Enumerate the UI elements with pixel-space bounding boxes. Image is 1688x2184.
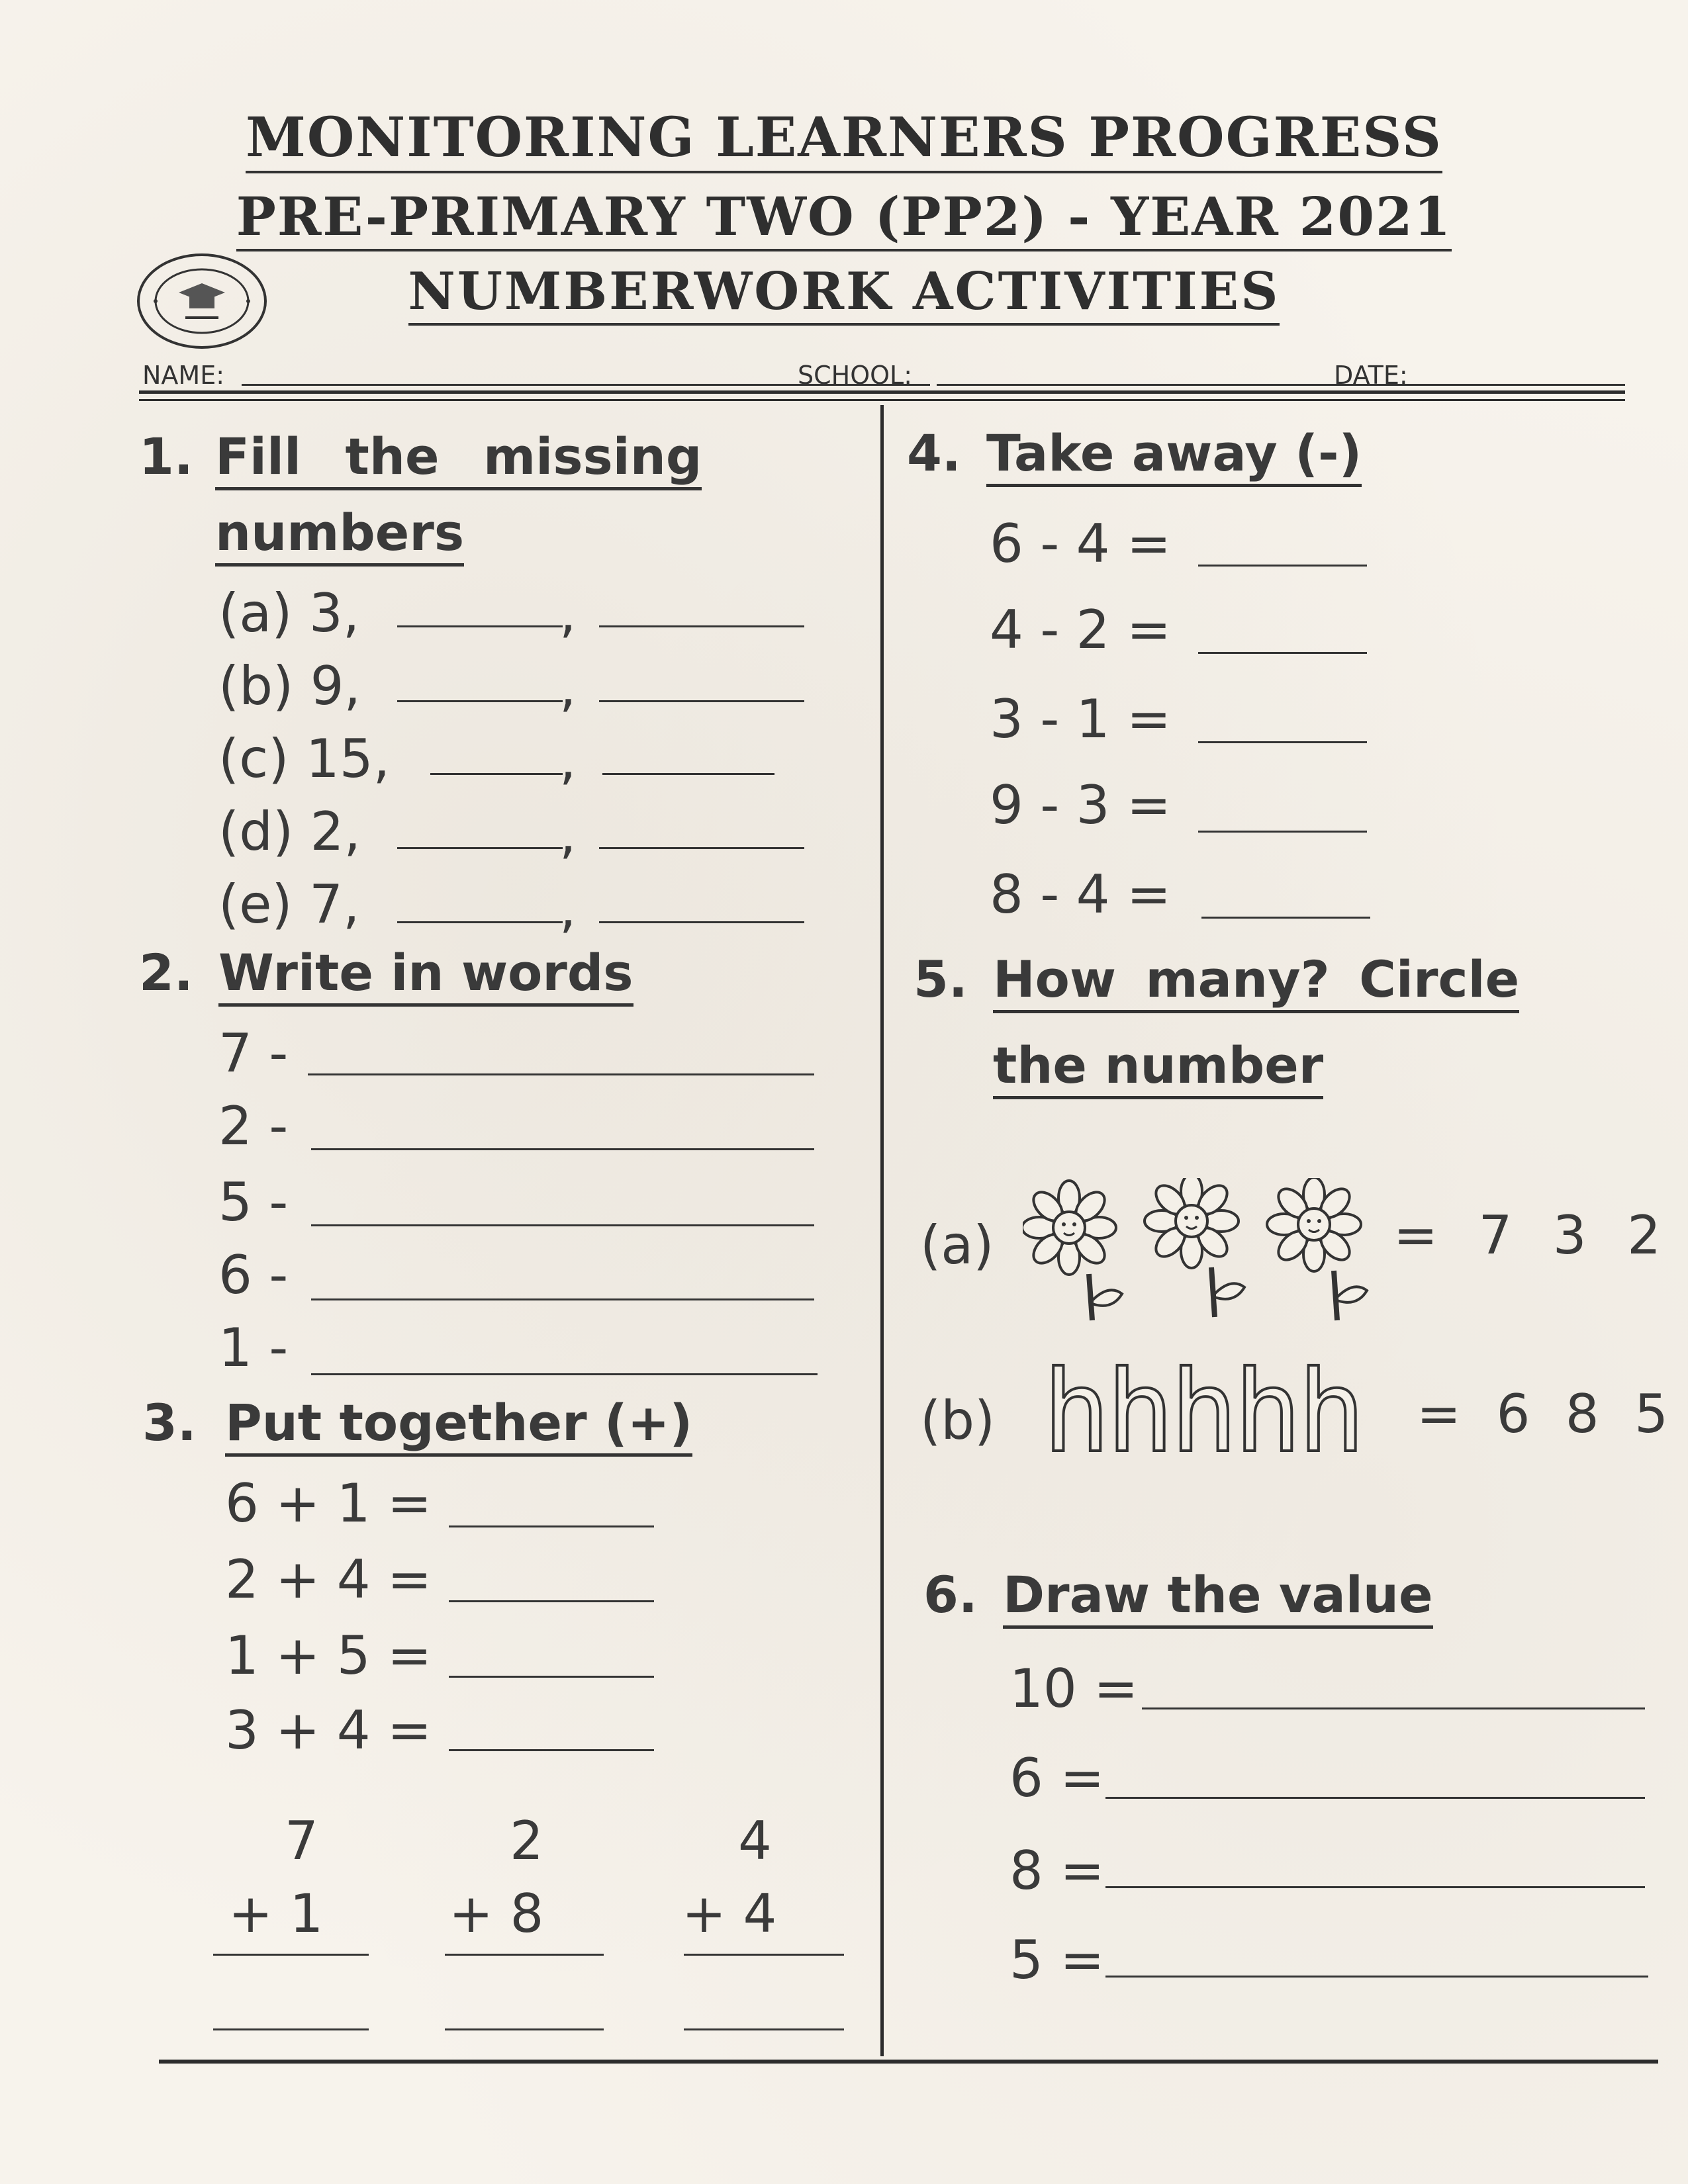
q3-vsum-3-answer[interactable] bbox=[684, 2028, 844, 2030]
q3-vsum-1-rule bbox=[213, 1954, 369, 1956]
q1-c-blank-2[interactable] bbox=[602, 773, 774, 775]
q3-vsum-3-top: 4 bbox=[738, 1810, 772, 1872]
q6-heading: Draw the value bbox=[1003, 1565, 1433, 1624]
q6-item-5: 5 = bbox=[1009, 1929, 1105, 1991]
q3-vsum-2-rule bbox=[445, 1954, 604, 1956]
q5-number: 5. bbox=[914, 950, 968, 1009]
q1-d-blank-1[interactable] bbox=[397, 847, 563, 849]
flower-icon bbox=[1145, 1178, 1244, 1317]
q2-number: 2. bbox=[139, 943, 193, 1002]
q5-heading-line2: the number bbox=[993, 1036, 1323, 1095]
q1-item-d: (d) 2, bbox=[218, 801, 361, 862]
q4-item-4: 9 - 3 = bbox=[990, 774, 1171, 836]
q4-blank-3[interactable] bbox=[1198, 741, 1367, 743]
q3-item-3: 1 + 5 = bbox=[225, 1625, 432, 1686]
q1-heading: Fill the missing bbox=[215, 427, 702, 486]
q2-blank-1[interactable] bbox=[311, 1373, 818, 1375]
q1-c-comma: , bbox=[559, 729, 577, 791]
q1-b-blank-2[interactable] bbox=[599, 700, 804, 702]
q3-vsum-1-answer[interactable] bbox=[213, 2028, 369, 2030]
q1-e-blank-2[interactable] bbox=[599, 921, 804, 923]
q3-number: 3. bbox=[142, 1393, 197, 1452]
flower-icon bbox=[1023, 1181, 1122, 1320]
title-line-1: MONITORING LEARNERS PROGRESS bbox=[0, 106, 1688, 169]
q4-item-2: 4 - 2 = bbox=[990, 599, 1171, 660]
q3-vsum-1-top: 7 bbox=[285, 1810, 318, 1872]
q6-item-10: 10 = bbox=[1009, 1658, 1139, 1719]
q1-a-blank-1[interactable] bbox=[397, 625, 563, 627]
q2-heading: Write in words bbox=[218, 943, 633, 1002]
q2-blank-7[interactable] bbox=[308, 1073, 814, 1075]
q1-number: 1. bbox=[139, 427, 193, 486]
q3-vsum-3-bottom: + 4 bbox=[682, 1883, 777, 1944]
q5-b-letters: hhhhh bbox=[1043, 1347, 1362, 1478]
q4-item-5: 8 - 4 = bbox=[990, 864, 1171, 925]
q1-d-blank-2[interactable] bbox=[599, 847, 804, 849]
q4-blank-2[interactable] bbox=[1198, 652, 1367, 654]
q1-b-blank-1[interactable] bbox=[397, 700, 563, 702]
student-info-row bbox=[142, 354, 1625, 390]
q1-a-blank-2[interactable] bbox=[599, 625, 804, 627]
q1-e-blank-1[interactable] bbox=[397, 921, 563, 923]
q2-item-2: 2 - bbox=[218, 1095, 289, 1157]
q2-blank-2[interactable] bbox=[311, 1148, 814, 1150]
header-rule-thin bbox=[139, 399, 1625, 401]
q6-blank-8[interactable] bbox=[1105, 1886, 1645, 1888]
q1-d-comma: , bbox=[559, 803, 577, 865]
q3-vsum-2-bottom: + 8 bbox=[449, 1883, 544, 1944]
q6-blank-6[interactable] bbox=[1105, 1797, 1645, 1799]
q4-blank-1[interactable] bbox=[1198, 565, 1367, 567]
q1-a-comma: , bbox=[559, 582, 577, 644]
q1-item-a: (a) 3, bbox=[218, 582, 360, 644]
date-label: DATE: bbox=[1334, 361, 1408, 390]
q3-vsum-3-rule bbox=[684, 1954, 844, 1956]
q2-blank-5[interactable] bbox=[311, 1224, 814, 1226]
exam-series-seal-logo bbox=[132, 251, 271, 351]
q2-item-5: 5 - bbox=[218, 1171, 289, 1233]
q3-heading: Put together (+) bbox=[225, 1393, 692, 1452]
q6-item-8: 8 = bbox=[1009, 1840, 1105, 1901]
q6-number: 6. bbox=[923, 1565, 978, 1624]
q3-vsum-1-bottom: + 1 bbox=[228, 1883, 324, 1944]
q4-item-1: 6 - 4 = bbox=[990, 513, 1171, 574]
q2-item-1: 1 - bbox=[218, 1317, 289, 1379]
q3-blank-4[interactable] bbox=[449, 1749, 654, 1751]
q4-blank-4[interactable] bbox=[1198, 831, 1367, 833]
q5-b-choices[interactable]: = 6 8 5 bbox=[1417, 1383, 1678, 1445]
column-divider bbox=[880, 405, 884, 2056]
school-label: SCHOOL: bbox=[798, 361, 913, 390]
q6-item-6: 6 = bbox=[1009, 1747, 1105, 1809]
q2-item-6: 6 - bbox=[218, 1244, 289, 1306]
q2-blank-6[interactable] bbox=[311, 1298, 814, 1300]
q1-b-comma: , bbox=[559, 657, 577, 718]
q1-item-e: (e) 7, bbox=[218, 874, 360, 935]
q3-item-4: 3 + 4 = bbox=[225, 1700, 432, 1761]
q1-c-blank-1[interactable] bbox=[430, 773, 563, 775]
q5-b-label: (b) bbox=[920, 1390, 996, 1451]
name-label: NAME: bbox=[142, 361, 225, 390]
q3-item-1: 6 + 1 = bbox=[225, 1473, 432, 1534]
q1-item-c: (c) 15, bbox=[218, 728, 391, 790]
q3-blank-2[interactable] bbox=[449, 1600, 654, 1602]
q3-vsum-2-answer[interactable] bbox=[445, 2028, 604, 2030]
q5-a-label: (a) bbox=[920, 1214, 994, 1276]
q1-e-comma: , bbox=[559, 878, 577, 939]
q5-flowers-group bbox=[1023, 1178, 1407, 1330]
q3-blank-1[interactable] bbox=[449, 1525, 654, 1527]
q3-blank-3[interactable] bbox=[449, 1676, 654, 1678]
header-rule bbox=[139, 390, 1625, 394]
date-field[interactable] bbox=[1417, 384, 1625, 386]
q1-heading-line2: numbers bbox=[215, 503, 464, 562]
q5-a-choices[interactable]: = 7 3 2 bbox=[1393, 1205, 1673, 1266]
q4-item-3: 3 - 1 = bbox=[990, 688, 1171, 750]
flower-icon bbox=[1267, 1178, 1367, 1320]
q5-heading: How many? Circle bbox=[993, 950, 1519, 1009]
q6-blank-10[interactable] bbox=[1142, 1707, 1645, 1709]
q4-number: 4. bbox=[907, 424, 961, 482]
q3-vsum-2-top: 2 bbox=[510, 1810, 543, 1872]
q1-item-b: (b) 9, bbox=[218, 655, 361, 717]
title-line-2: PRE-PRIMARY TWO (PP2) - YEAR 2021 bbox=[0, 185, 1688, 248]
title-line-3: NUMBERWORK ACTIVITIES bbox=[0, 261, 1688, 322]
q4-heading: Take away (-) bbox=[986, 424, 1362, 482]
q4-blank-5[interactable] bbox=[1201, 917, 1370, 919]
footer-rule bbox=[159, 2060, 1658, 2064]
q2-item-7: 7 - bbox=[218, 1023, 289, 1084]
q6-blank-5[interactable] bbox=[1105, 1976, 1648, 1978]
q3-item-2: 2 + 4 = bbox=[225, 1549, 432, 1610]
